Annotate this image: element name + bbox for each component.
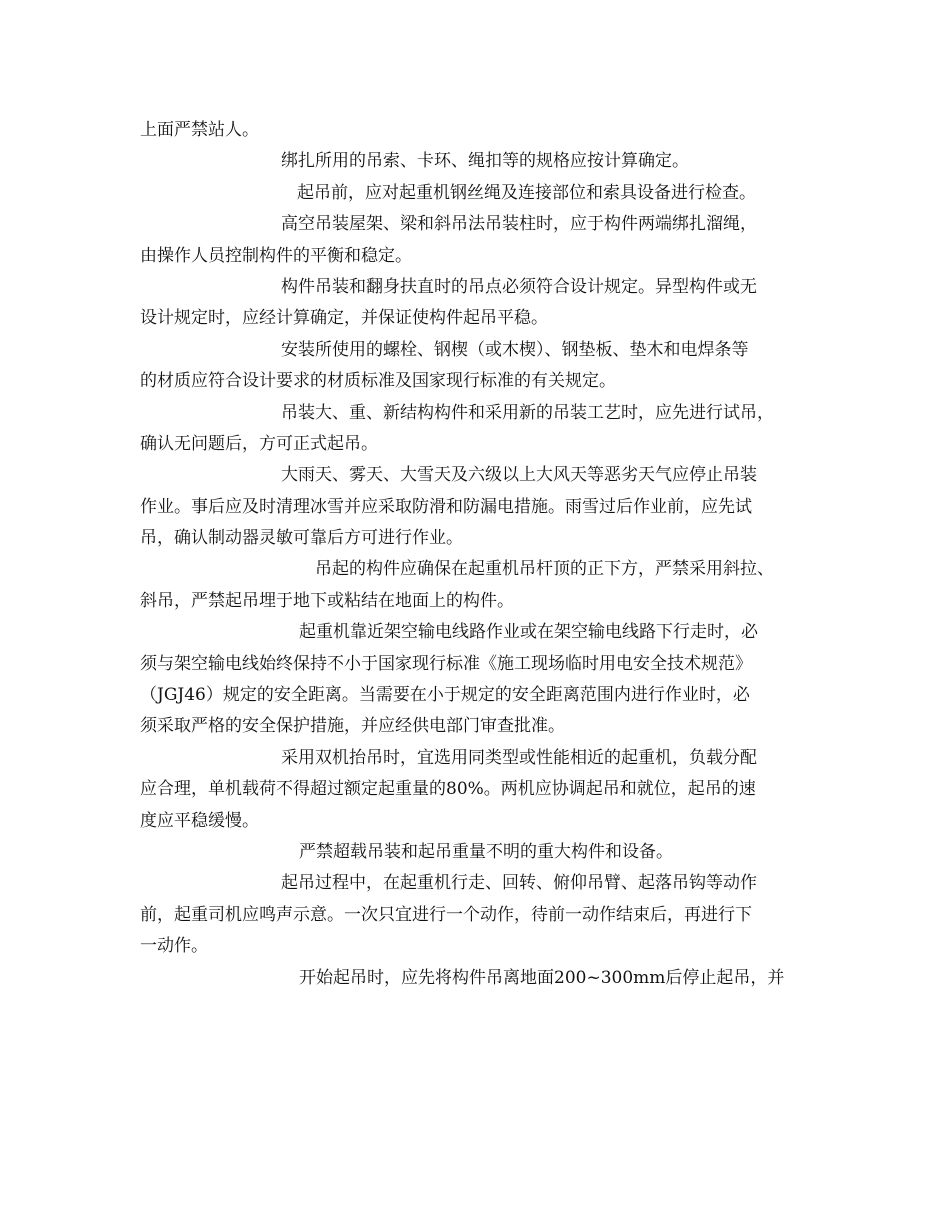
text-line: 起吊前，应对起重机钢丝绳及连接部位和索具设备进行检查。 bbox=[297, 182, 756, 203]
text-line: 应合理，单机载荷不得超过额定起重量的80%。两机应协调起吊和就位，起吊的速 bbox=[140, 779, 756, 800]
text-line: 高空吊装屋架、梁和斜吊法吊装柱时，应于构件两端绑扎溜绳， bbox=[281, 214, 757, 235]
text-line: 吊装大、重、新结构构件和采用新的吊装工艺时，应先进行试吊， bbox=[281, 402, 774, 423]
text-line: 绑扎所用的吊索、卡环、绳扣等的规格应按计算确定。 bbox=[281, 151, 689, 172]
text-line: 斜吊，严禁起吊埋于地下或粘结在地面上的构件。 bbox=[140, 590, 514, 611]
document-body bbox=[140, 115, 830, 994]
text-line: 前，起重司机应鸣声示意。一次只宜进行一个动作，待前一动作结束后，再进行下 bbox=[140, 904, 752, 925]
paragraph bbox=[140, 460, 830, 554]
text-line: 起重机靠近架空输电线路作业或在架空输电线路下行走时，必 bbox=[299, 622, 758, 643]
paragraph bbox=[140, 554, 830, 617]
text-line: （JGJ46）规定的安全距离。当需要在小于规定的安全距离范围内进行作业时，必 bbox=[140, 685, 750, 706]
paragraph bbox=[140, 272, 830, 335]
text-line: 起吊过程中，在起重机行走、回转、俯仰吊臂、起落吊钩等动作 bbox=[281, 873, 757, 894]
text-line: 的材质应符合设计要求的材质标准及国家现行标准的有关规定。 bbox=[140, 371, 616, 392]
text-line: 由操作人员控制构件的平衡和稳定。 bbox=[140, 245, 412, 266]
paragraph bbox=[140, 743, 830, 837]
text-line: 构件吊装和翻身扶直时的吊点必须符合设计规定。异型构件或无 bbox=[281, 276, 757, 297]
text-line: 上面严禁站人。 bbox=[140, 120, 259, 140]
paragraph bbox=[140, 837, 830, 868]
text-line: 采用双机抬吊时，宜选用同类型或性能相近的起重机，负载分配 bbox=[281, 747, 757, 768]
paragraph bbox=[140, 178, 830, 209]
text-line: 安装所使用的螺栓、钢楔（或木楔）、钢垫板、垫木和电焊条等 bbox=[281, 339, 749, 360]
text-line: 大雨天、雾天、大雪天及六级以上大风天等恶劣天气应停止吊装 bbox=[281, 465, 757, 486]
text-line: 严禁超载吊装和起吊重量不明的重大构件和设备。 bbox=[299, 841, 673, 862]
paragraph bbox=[140, 868, 830, 962]
text-line: 度应平稳缓慢。 bbox=[140, 810, 259, 831]
text-line: 设计规定时，应经计算确定，并保证使构件起吊平稳。 bbox=[140, 308, 548, 329]
text-line: 确认无问题后，方可正式起吊。 bbox=[140, 433, 378, 454]
text-line: 吊，确认制动器灵敏可靠后方可进行作业。 bbox=[140, 528, 463, 549]
text-line: 作业。事后应及时清理冰雪并应采取防滑和防漏电措施。雨雪过后作业前，应先试 bbox=[140, 496, 752, 517]
paragraph bbox=[140, 617, 830, 743]
paragraph bbox=[140, 146, 830, 177]
paragraph bbox=[140, 335, 830, 398]
paragraph bbox=[140, 209, 830, 272]
paragraph bbox=[140, 115, 830, 146]
text-line: 须采取严格的安全保护措施，并应经供电部门审查批准。 bbox=[140, 716, 565, 737]
text-line: 开始起吊时，应先将构件吊离地面200~300mm后停止起吊，并 bbox=[299, 967, 785, 988]
text-line: 吊起的构件应确保在起重机吊杆顶的正下方，严禁采用斜拉、 bbox=[315, 559, 774, 580]
text-line: 须与架空输电线始终保持不小于国家现行标准《施工现场临时用电安全技术规范》 bbox=[140, 653, 752, 674]
text-line: 一动作。 bbox=[140, 936, 208, 957]
paragraph bbox=[140, 398, 830, 461]
paragraph bbox=[140, 963, 830, 994]
